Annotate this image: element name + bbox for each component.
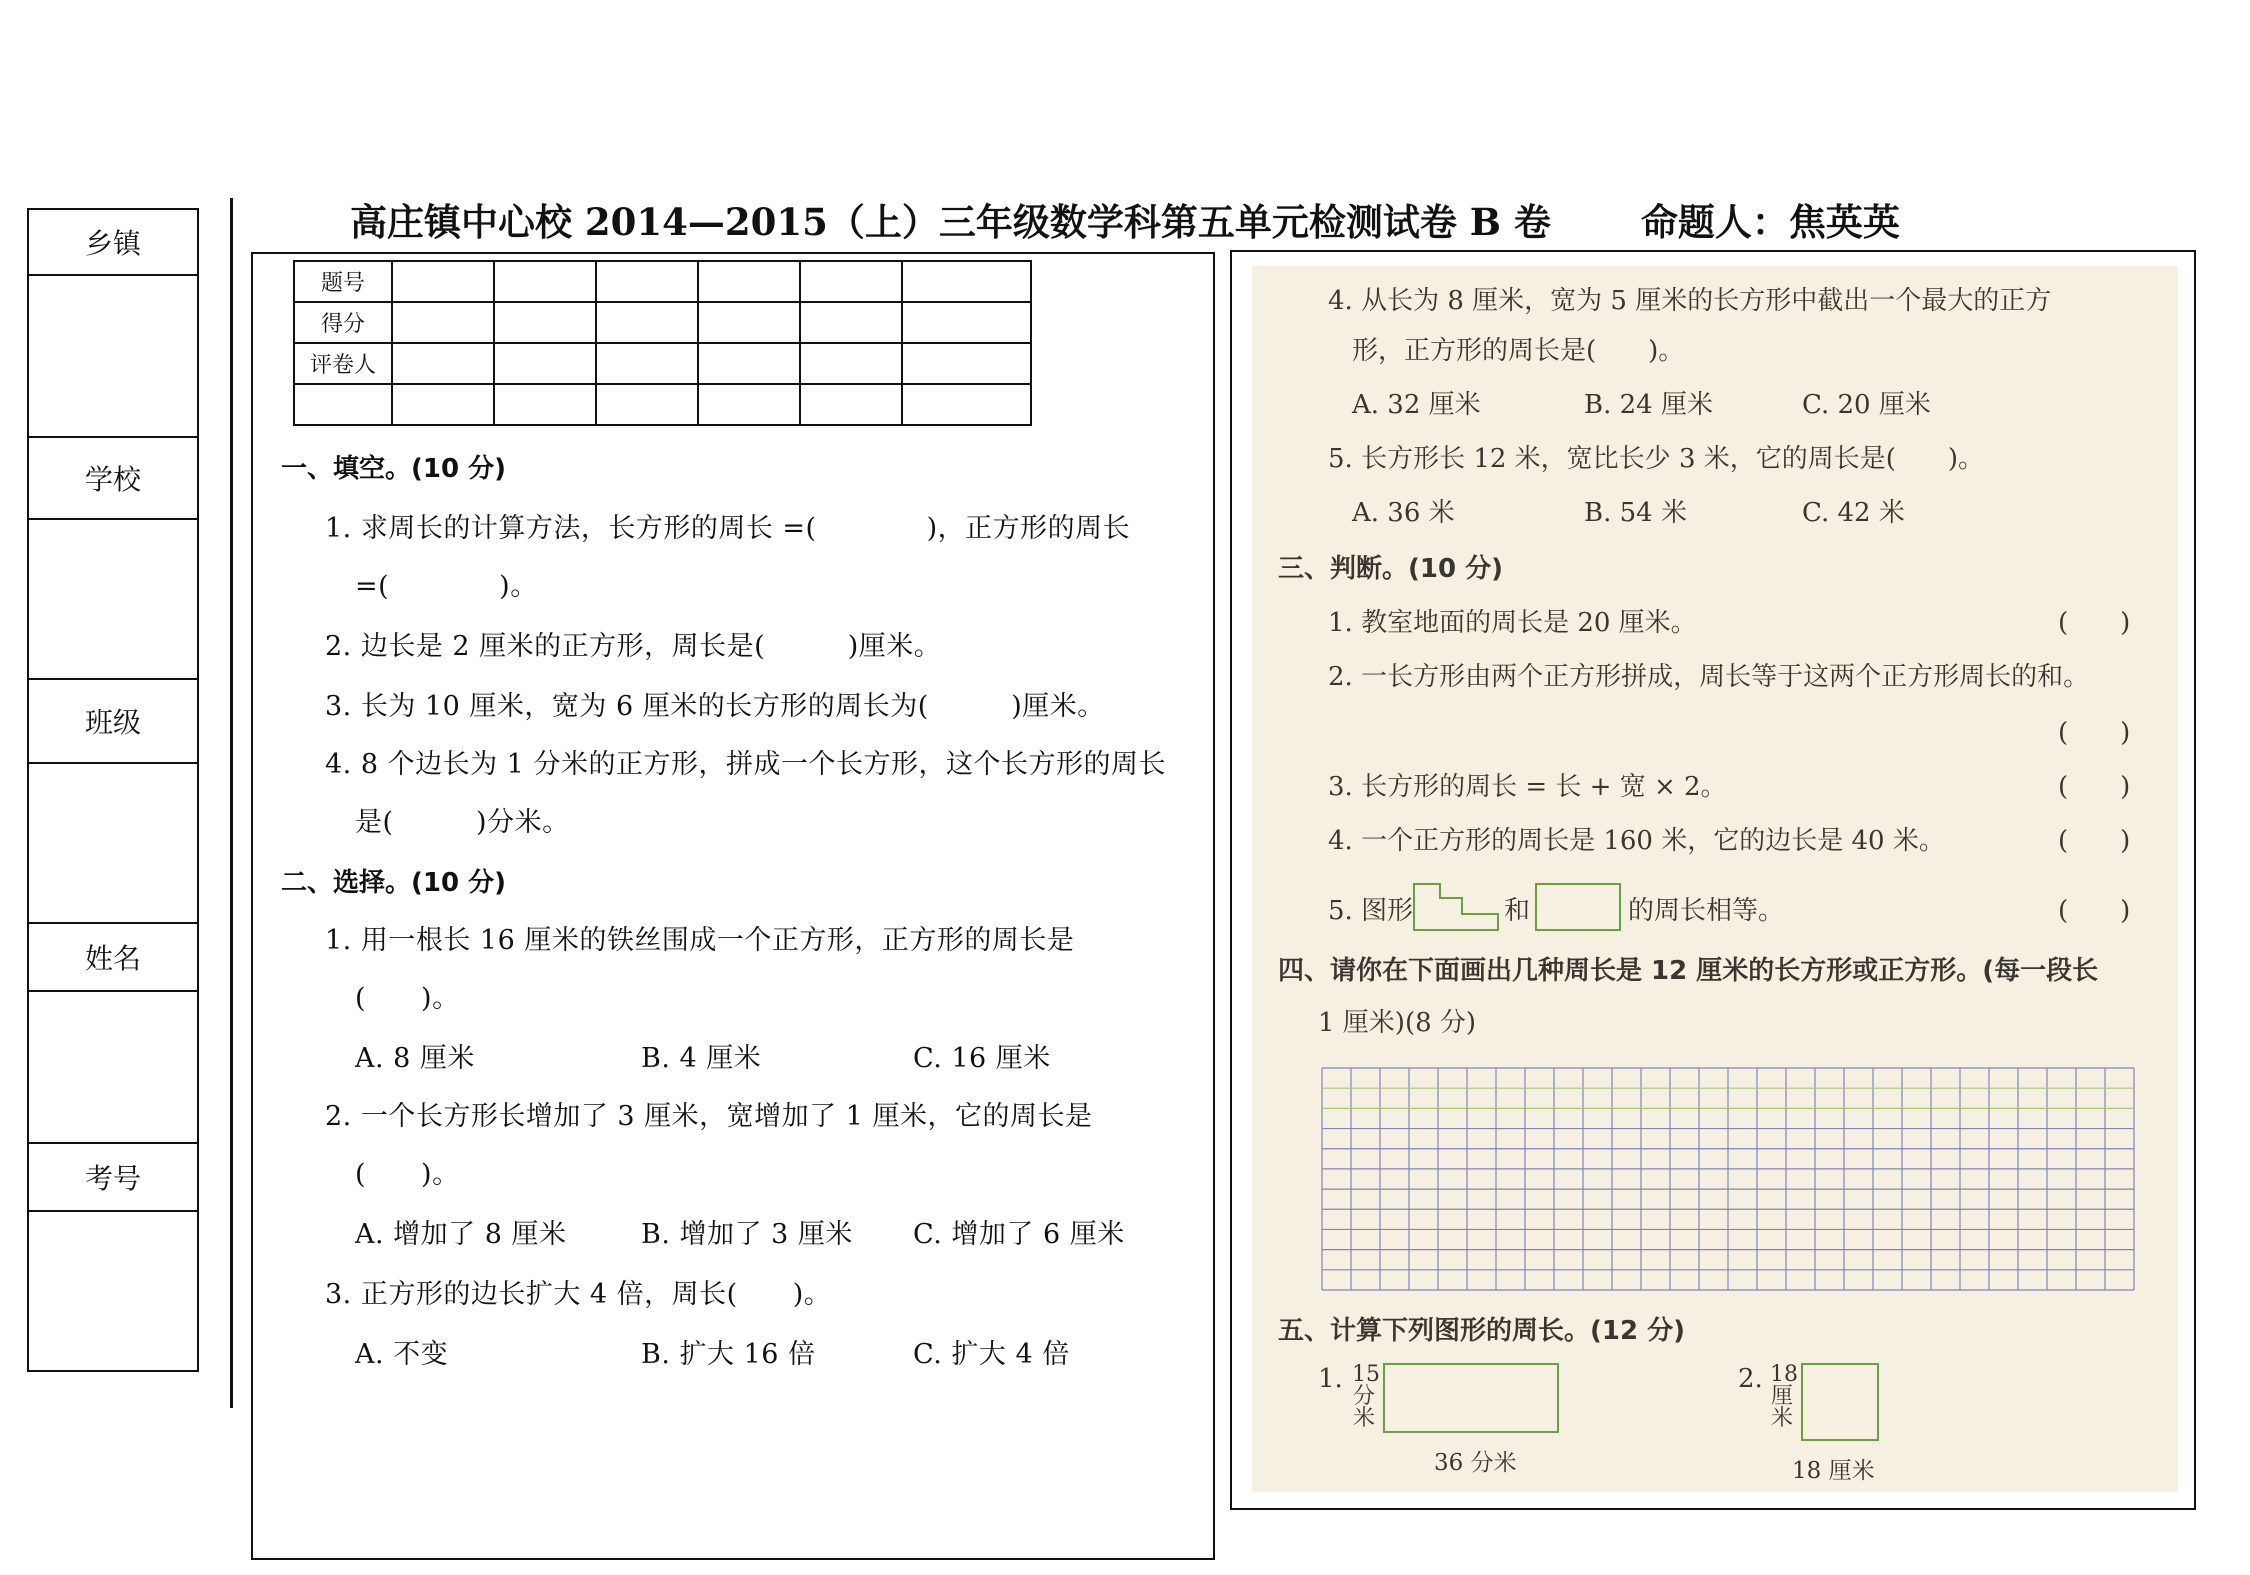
option-b: B. 24 厘米 bbox=[1584, 390, 1713, 420]
option-a: A. 36 米 bbox=[1352, 498, 1455, 528]
score-row-label: 题号 bbox=[294, 261, 392, 302]
question-text: 2. 边长是 2 厘米的正方形，周长是( )厘米。 bbox=[325, 631, 942, 662]
score-cell[interactable] bbox=[698, 343, 800, 384]
score-cell[interactable] bbox=[698, 302, 800, 343]
exam-author: 命题人：焦英英 bbox=[1640, 200, 1900, 244]
question-text: 4. 一个正方形的周长是 160 米，它的边长是 40 米。 bbox=[1328, 826, 1945, 856]
figure-1-rectangle bbox=[1382, 1362, 1562, 1436]
section-heading-draw: 四、请你在下面画出几种周长是 12 厘米的长方形或正方形。(每一段长 bbox=[1278, 956, 2099, 986]
score-row-label: 评卷人 bbox=[294, 343, 392, 384]
info-field-town[interactable] bbox=[29, 276, 197, 438]
info-field-school[interactable] bbox=[29, 520, 197, 680]
score-cell[interactable] bbox=[596, 384, 698, 425]
paper-left-panel bbox=[251, 252, 1215, 1560]
score-cell[interactable] bbox=[596, 302, 698, 343]
score-cell[interactable] bbox=[902, 384, 1031, 425]
answer-paren[interactable]: ( ) bbox=[2058, 718, 2131, 748]
score-table bbox=[293, 260, 1032, 426]
section-heading-judge: 三、判断。(10 分) bbox=[1278, 554, 1503, 584]
score-row-label: 得分 bbox=[294, 302, 392, 343]
section-heading-fill: 一、填空。(10 分) bbox=[281, 454, 506, 484]
section-heading-draw-cont: 1 厘米)(8 分) bbox=[1318, 1008, 1477, 1038]
answer-paren[interactable]: ( ) bbox=[2058, 772, 2131, 802]
option-b: B. 扩大 16 倍 bbox=[641, 1339, 816, 1370]
info-label-name: 姓名 bbox=[29, 924, 197, 992]
table-row bbox=[294, 261, 1031, 302]
score-row-label bbox=[294, 384, 392, 425]
question-text: 3. 长方形的周长 = 长 + 宽 × 2。 bbox=[1328, 772, 1727, 802]
info-field-name[interactable] bbox=[29, 992, 197, 1144]
info-label-exam-number: 考号 bbox=[29, 1144, 197, 1212]
figure-2-number: 2. bbox=[1738, 1364, 1763, 1394]
score-cell[interactable] bbox=[800, 302, 902, 343]
question-text: 2. 一长方形由两个正方形拼成，周长等于这两个正方形周长的和。 bbox=[1328, 662, 2090, 692]
table-row bbox=[294, 343, 1031, 384]
table-row bbox=[294, 384, 1031, 425]
question-text: ( )。 bbox=[355, 983, 460, 1014]
question-text: 形，正方形的周长是( )。 bbox=[1352, 336, 1685, 366]
score-cell[interactable] bbox=[596, 261, 698, 302]
question-text: 是( )分米。 bbox=[355, 807, 570, 838]
option-a: A. 增加了 8 厘米 bbox=[355, 1219, 567, 1250]
info-label-town: 乡镇 bbox=[29, 210, 197, 276]
question-text: =( )。 bbox=[355, 571, 538, 602]
option-b: B. 54 米 bbox=[1584, 498, 1687, 528]
score-cell[interactable] bbox=[392, 384, 494, 425]
figure-2-bottom-label: 18 厘米 bbox=[1792, 1458, 1875, 1484]
score-cell[interactable] bbox=[494, 343, 596, 384]
question-text: 1. 教室地面的周长是 20 厘米。 bbox=[1328, 608, 1697, 638]
question-text: 4. 8 个边长为 1 分米的正方形，拼成一个长方形，这个长方形的周长 bbox=[325, 749, 1166, 780]
figure-1-side-label: 15 分 米 bbox=[1352, 1362, 1380, 1431]
score-cell[interactable] bbox=[392, 302, 494, 343]
score-cell[interactable] bbox=[902, 343, 1031, 384]
exam-title: 高庄镇中心校 2014—2015（上）三年级数学科第五单元检测试卷 B 卷 bbox=[350, 200, 1551, 244]
score-cell[interactable] bbox=[494, 384, 596, 425]
figure-2-side-label: 18 厘 米 bbox=[1770, 1362, 1798, 1431]
question-text: 和 bbox=[1504, 896, 1531, 926]
question-text: 3. 长为 10 厘米，宽为 6 厘米的长方形的周长为( )厘米。 bbox=[325, 691, 1105, 722]
score-cell[interactable] bbox=[800, 384, 902, 425]
rectangle-shape-figure bbox=[1534, 882, 1624, 932]
score-cell[interactable] bbox=[902, 302, 1031, 343]
figure-1-bottom-label: 36 分米 bbox=[1434, 1450, 1517, 1476]
option-a: A. 8 厘米 bbox=[355, 1043, 475, 1074]
figure-2-square bbox=[1800, 1362, 1882, 1444]
option-c: C. 16 厘米 bbox=[913, 1043, 1051, 1074]
step-shape-figure bbox=[1412, 882, 1502, 932]
question-text: ( )。 bbox=[355, 1159, 460, 1190]
option-c: C. 42 米 bbox=[1802, 498, 1905, 528]
answer-paren[interactable]: ( ) bbox=[2058, 826, 2131, 856]
question-text: 1. 用一根长 16 厘米的铁丝围成一个正方形，正方形的周长是 bbox=[325, 925, 1075, 956]
score-cell[interactable] bbox=[800, 261, 902, 302]
score-cell[interactable] bbox=[494, 302, 596, 343]
option-c: C. 20 厘米 bbox=[1802, 390, 1931, 420]
score-cell[interactable] bbox=[800, 343, 902, 384]
question-text: 的周长相等。 bbox=[1628, 896, 1785, 926]
question-text: 5. 长方形长 12 米，宽比长少 3 米，它的周长是( )。 bbox=[1328, 444, 1985, 474]
option-a: A. 不变 bbox=[355, 1339, 449, 1370]
score-cell[interactable] bbox=[494, 261, 596, 302]
score-cell[interactable] bbox=[902, 261, 1031, 302]
score-cell[interactable] bbox=[392, 261, 494, 302]
score-cell[interactable] bbox=[596, 343, 698, 384]
section-heading-calc: 五、计算下列图形的周长。(12 分) bbox=[1278, 1316, 1685, 1346]
answer-paren[interactable]: ( ) bbox=[2058, 608, 2131, 638]
option-a: A. 32 厘米 bbox=[1352, 390, 1481, 420]
option-c: C. 增加了 6 厘米 bbox=[913, 1219, 1125, 1250]
score-cell[interactable] bbox=[698, 384, 800, 425]
option-b: B. 增加了 3 厘米 bbox=[641, 1219, 853, 1250]
figure-1-number: 1. bbox=[1318, 1364, 1343, 1394]
question-text: 2. 一个长方形长增加了 3 厘米，宽增加了 1 厘米，它的周长是 bbox=[325, 1101, 1093, 1132]
info-label-school: 学校 bbox=[29, 438, 197, 520]
score-cell[interactable] bbox=[392, 343, 494, 384]
info-field-exam-number[interactable] bbox=[29, 1212, 197, 1370]
paper-right-panel bbox=[1230, 250, 2196, 1510]
drawing-grid[interactable] bbox=[1320, 1066, 2136, 1292]
binding-line bbox=[230, 198, 233, 1408]
question-text: 4. 从长为 8 厘米，宽为 5 厘米的长方形中截出一个最大的正方 bbox=[1328, 286, 2052, 316]
score-cell[interactable] bbox=[698, 261, 800, 302]
student-info-column bbox=[27, 208, 199, 1372]
table-row bbox=[294, 302, 1031, 343]
question-text: 1. 求周长的计算方法，长方形的周长 =( )，正方形的周长 bbox=[325, 513, 1131, 544]
option-c: C. 扩大 4 倍 bbox=[913, 1339, 1070, 1370]
answer-paren[interactable]: ( ) bbox=[2058, 896, 2131, 926]
question-text: 5. 图形 bbox=[1328, 896, 1414, 926]
info-field-class[interactable] bbox=[29, 764, 197, 924]
section-heading-choice: 二、选择。(10 分) bbox=[281, 868, 506, 898]
option-b: B. 4 厘米 bbox=[641, 1043, 762, 1074]
scanned-page bbox=[1252, 266, 2178, 1492]
page-title bbox=[350, 192, 1900, 246]
info-label-class: 班级 bbox=[29, 680, 197, 764]
question-text: 3. 正方形的边长扩大 4 倍，周长( )。 bbox=[325, 1279, 832, 1310]
